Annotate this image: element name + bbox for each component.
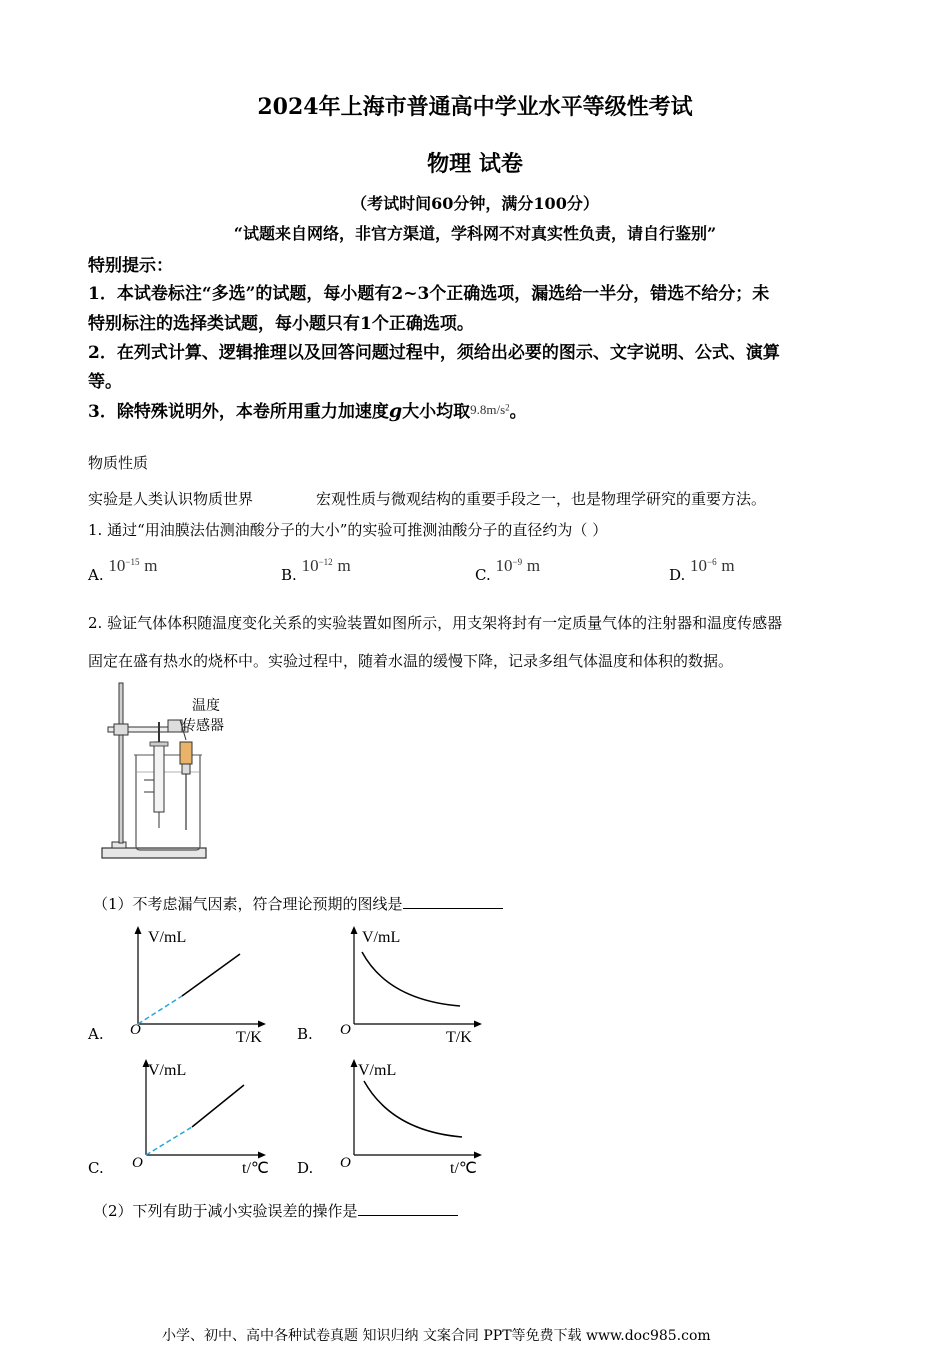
- gravity-symbol: g: [388, 400, 403, 422]
- exam-subtitle: 物理 试卷: [427, 151, 523, 177]
- graph-d-ylabel: V/mL: [358, 1062, 397, 1079]
- graph-b-ylabel: V/mL: [362, 929, 401, 946]
- q2-sub1: （1）不考虑漏气因素，符合理论预期的图线是: [93, 893, 503, 914]
- q2-sub2: （2）下列有助于减小实验误差的操作是: [93, 1200, 458, 1221]
- notice-item1-line2: 特别标注的选择类试题，每小题只有1个正确选项。: [88, 314, 474, 334]
- graph-b: [326, 922, 496, 1044]
- notice-heading: 特别提示：: [88, 256, 173, 276]
- notice-item3: [88, 397, 527, 422]
- graph-b-label: B.: [297, 1025, 313, 1043]
- apparatus-label-1: 温度: [192, 699, 220, 714]
- gravity-exponent: 2: [505, 402, 510, 413]
- footer-link[interactable]: 小学、初中、高中各种试卷真题 知识归纳 文案合同 PPT等免费下载 www.doc985.com: [162, 1328, 711, 1344]
- graph-d: [326, 1055, 496, 1177]
- notice-item2-line2: 等。: [88, 372, 122, 392]
- graph-d-origin: O: [340, 1155, 351, 1171]
- apparatus-label-2: 传感器: [182, 719, 224, 734]
- notice-item3-prefix: 3．除特殊说明外，本卷所用重力加速度: [88, 402, 389, 422]
- notice-item3-mid: 大小均取: [402, 402, 471, 422]
- section-name: 物质性质: [88, 454, 149, 472]
- graph-d-xlabel: t/℃: [450, 1160, 477, 1177]
- graph-a: [110, 922, 280, 1044]
- apparatus-figure: [96, 680, 246, 868]
- graph-a-xlabel: T/K: [236, 1029, 262, 1044]
- exam-info: （考试时间60分钟，满分100分）: [351, 194, 599, 213]
- q1-option-c: C. $10^{-9}$ m: [475, 556, 541, 584]
- graph-c-origin: O: [132, 1155, 143, 1171]
- disclaimer: “试题来自网络，非官方渠道，学科网不对真实性负责，请自行鉴别”: [233, 224, 717, 243]
- graph-a-origin: O: [130, 1022, 141, 1038]
- q1-stem: 1. 通过“用油膜法估测油酸分子的大小”的实验可推测油酸分子的直径约为（ ）: [88, 521, 608, 539]
- answer-blank-1[interactable]: [403, 894, 503, 909]
- graph-c-label: C.: [88, 1159, 104, 1177]
- section-intro-b: 宏观性质与微观结构的重要手段之一，也是物理学研究的重要方法。: [316, 490, 767, 508]
- answer-blank-2[interactable]: [358, 1201, 458, 1216]
- q1-option-a: A. $10^{-15}$ m: [88, 556, 158, 584]
- graph-a-ylabel: V/mL: [148, 929, 187, 946]
- graph-b-xlabel: T/K: [446, 1029, 472, 1044]
- q1-option-d: D. $10^{-6}$ m: [669, 556, 735, 584]
- section-intro-a: 实验是人类认识物质世界: [88, 490, 254, 508]
- graph-b-origin: O: [340, 1022, 351, 1038]
- graph-d-label: D.: [297, 1159, 314, 1177]
- graph-c-xlabel: t/℃: [242, 1160, 269, 1177]
- graph-c: [110, 1055, 280, 1177]
- q1-option-b: B. $10^{-12}$ m: [281, 556, 351, 584]
- q2-stem-line1: 2. 验证气体体积随温度变化关系的实验装置如图所示，用支架将封有一定质量气体的注射器和温度传感器: [88, 614, 783, 632]
- graph-c-ylabel: V/mL: [148, 1062, 187, 1079]
- graph-a-label: A.: [88, 1025, 104, 1043]
- notice-item2-line1: 2．在列式计算、逻辑推理以及回答问题过程中，须给出必要的图示、文字说明、公式、演算: [88, 343, 780, 363]
- notice-item3-end: 。: [509, 402, 527, 422]
- exam-title: 2024年上海市普通高中学业水平等级性考试: [257, 94, 693, 120]
- q2-stem-line2: 固定在盛有热水的烧杯中。实验过程中，随着水温的缓慢下降，记录多组气体温度和体积的数据。: [88, 652, 734, 670]
- notice-item1-line1: 1．本试卷标注“多选”的试题，每小题有2~3个正确选项，漏选给一半分，错选不给分；未: [88, 284, 770, 304]
- gravity-value: 9.8m/s: [470, 402, 506, 417]
